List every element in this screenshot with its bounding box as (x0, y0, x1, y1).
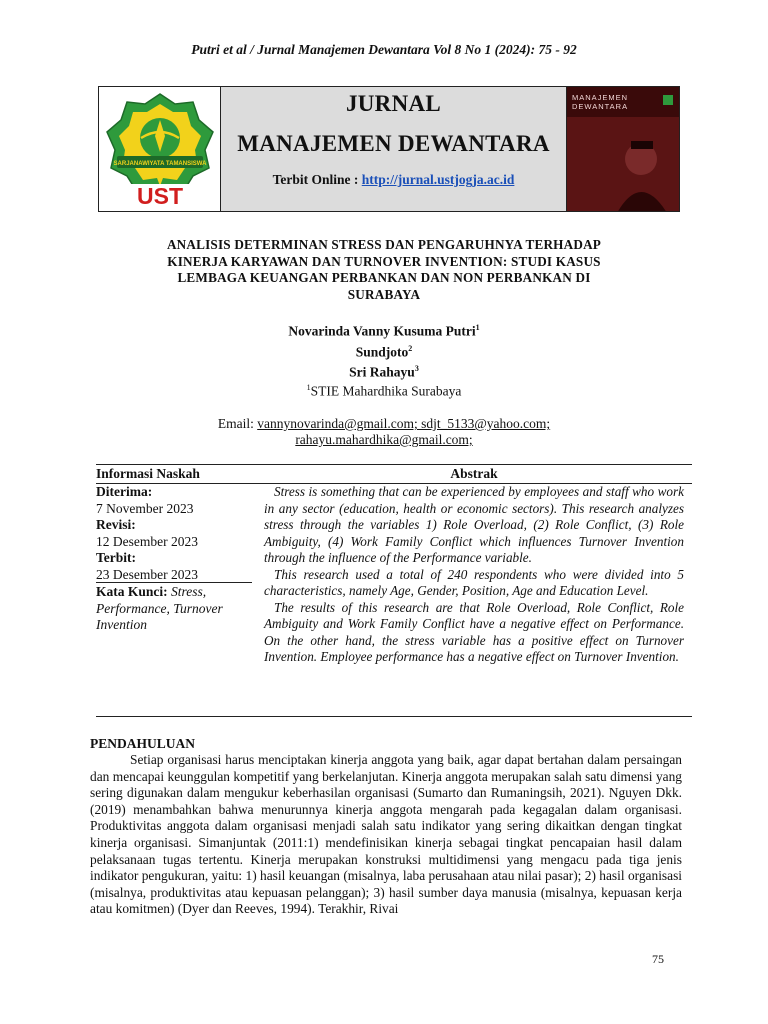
table-rule-top (96, 464, 692, 465)
info-column (96, 484, 256, 583)
university-logo-icon (103, 90, 217, 208)
keyword: Invention (96, 617, 147, 632)
keyword: Stress, (171, 584, 207, 599)
cover-title-1: MANAJEMEN (572, 93, 629, 102)
cover-title-2: DEWANTARA (572, 102, 629, 111)
abstract-header: Abstrak (450, 466, 498, 481)
section-heading: PENDAHULUAN (90, 736, 196, 751)
title-line: LEMBAGA KEUANGAN PERBANKAN DAN NON PERBANKAN DI (177, 270, 591, 285)
journal-title-line2: MANAJEMEN DEWANTARA (237, 131, 550, 156)
logo-ust-text: UST (136, 183, 183, 208)
journal-url-link[interactable]: http://jurnal.ustjogja.ac.id (361, 172, 515, 187)
logo-cell (99, 87, 221, 211)
body-paragraph: Setiap organisasi harus menciptakan kinerja anggota yang baik, agar dapat bertahan dalam persaingan dan mencapai keunggulan kompetitif yang berkelanjutan. Kinerja anggota merupakan salah satu dimensi yang sering digunakan dalam mengukur keberhasilan organisasi (Sumarto dan Rumaningsih, 2021). Nguyen Dkk. (2019) menambahkan bahwa menurunnya kinerja anggota mengarah pada kegagalan dalam organisasi. Produktivitas anggota dalam organisasi menjadi salah satu indikator yang sering dikaitkan dengan tingkat kinerja organisasi. Simanjuntak (2011:1) mendefinisikan kinerja sebagai tingkat pencapaian hasil dalam pelaksanaan tugas tertentu. Kinerja merupakan konstruksi multidimensi yang mengacu pada tiga jenis indikator pengukuran, yaitu: 1) hasil keuangan (misalnya, laba perusahaan atau nilai pasar); 2) hasil organisasi (misalnya, produktivitas atau kepuasan pelanggan); 3) hasil sumber daya manusia (misalnya, kepuasan kerja atau komitmen) (Dyer dan Reeves, 1994). Terakhir, Rivai (90, 752, 682, 917)
table-rule-keywords (96, 582, 252, 583)
abstract-paragraph: This research used a total of 240 respondents who were divided into 5 characteristics, namely Age, Gender, Position, Age and Education Level. (264, 566, 684, 598)
journal-title-cell (221, 87, 567, 211)
keyword: Performance, Turnover (96, 600, 223, 616)
logo-banner-text: SARJANAWIYATA TAMANSISWA (113, 161, 206, 167)
journal-masthead (98, 86, 680, 212)
email-link[interactable]: vannynovarinda@gmail.com; sdjt_5133@yahoo.com; (257, 416, 551, 431)
info-header: Informasi Naskah (96, 466, 200, 481)
running-head: Putri et al / Jurnal Manajemen Dewantara Vol 8 No 1 (2024): 75 - 92 (191, 42, 577, 57)
author: Novarinda Vanny Kusuma Putri$^1$ (288, 323, 480, 339)
article-title (110, 237, 658, 303)
published-date: 23 Desember 2023 (96, 566, 198, 582)
title-line: ANALISIS DETERMINAN STRESS DAN PENGARUHNYA TERHADAP (166, 237, 602, 252)
journal-cover-thumbnail (567, 87, 679, 211)
table-rule-bottom (96, 716, 692, 717)
published-label: Terbit: (96, 550, 136, 565)
abstract-text (264, 484, 684, 666)
keywords-block (96, 584, 256, 634)
abstract-paragraph: The results of this research are that Role Overload, Role Conflict, Role Ambiguity and Work Family Conflict have a negative effect on Performance. On the other hand, the stress variable has a positive effect on Turnover Invention. Employee performance has a negative effect on Turnover Invention. (264, 599, 684, 664)
page-number: 75 (652, 952, 664, 966)
email-link[interactable]: rahayu.mahardhika@gmail.com; (295, 432, 473, 447)
affiliation: $^1$STIE Mahardhika Surabaya (306, 383, 462, 399)
title-line: KINERJA KARYAWAN DAN TURNOVER INVENTION: STUDI KASUS (167, 253, 601, 269)
author-list (0, 319, 768, 381)
online-info (273, 172, 515, 188)
keywords-label: Kata Kunci: (96, 584, 168, 599)
received-date: 7 November 2023 (96, 500, 194, 516)
revised-date: 12 Desember 2023 (96, 533, 198, 549)
author: Sundjoto$^2$ (355, 343, 413, 359)
abstract-paragraph: Stress is something that can be experienced by employees and staff who work in any sector (education, health or economic sectors). This research analyzes stress through the variables 1) Role Overload, (2) Role Conflict, (3) Role Ambiguity, (4) Work Family Conflict which influences Turnover Invention through the influence of the Performance variable. (264, 484, 684, 565)
revised-label: Revisi: (96, 517, 136, 532)
journal-title-line1: JURNAL (345, 91, 442, 116)
title-line: SURABAYA (347, 286, 421, 302)
email-block (0, 416, 768, 448)
email-label: Email: (217, 416, 254, 431)
received-label: Diterima: (96, 484, 153, 499)
online-label: Terbit Online : (272, 172, 359, 187)
author: Sri Rahayu$^3$ (349, 364, 419, 380)
